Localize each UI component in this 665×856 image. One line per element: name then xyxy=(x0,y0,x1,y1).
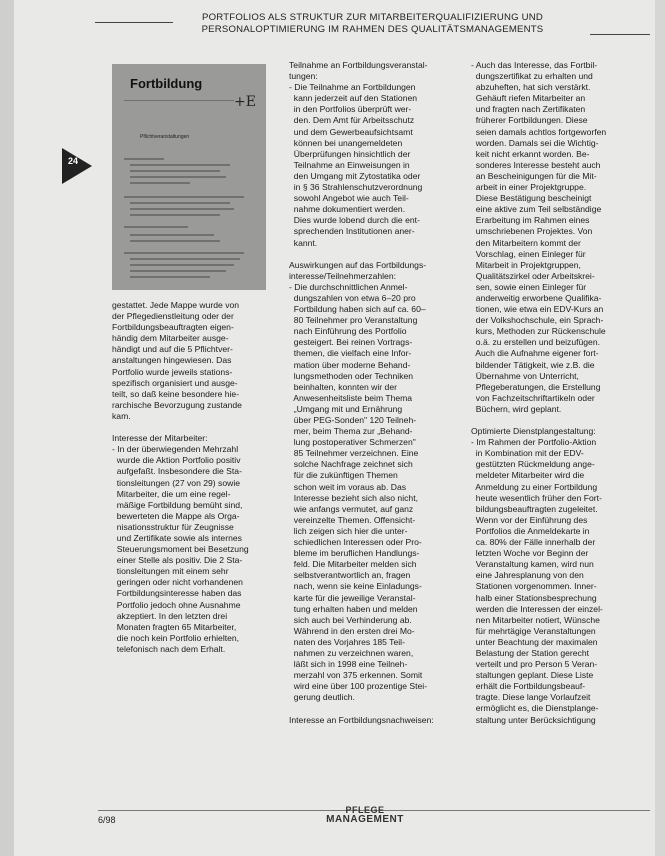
figure-text-line xyxy=(130,264,234,266)
text-line: dungszertifikat zu erhalten und xyxy=(471,71,593,82)
text-line: sprechenden Institutionen aner- xyxy=(289,226,415,237)
text-line: nisationsstruktur für Zeugnisse xyxy=(112,521,234,532)
section-heading: Teilnahme an Fortbildungsveranstal- xyxy=(289,60,428,70)
text-line: den Umgang mit Zytostatika oder xyxy=(289,170,421,181)
text-line: Monaten fragten 65 Mitarbeiter, xyxy=(112,621,237,632)
text-line: selbstverantwortlich an, fragen xyxy=(289,570,411,581)
text-line: und dem Gewerbeaufsichtsamt xyxy=(289,126,413,137)
text-line xyxy=(471,415,647,426)
text-line: Fortbildung haben sich auf ca. 60– xyxy=(289,304,426,315)
text-line: der Volkshochschule, ein Sprach- xyxy=(471,315,604,326)
text-line: Pflegeberatungen, die Erstellung xyxy=(471,381,601,392)
text-line: Portfolios die Anmeldekarte in xyxy=(471,525,590,536)
issue-number: 6/98 xyxy=(98,815,116,825)
section-heading: interesse/Teilnehmerzahlen: xyxy=(289,270,397,281)
text-line: naten des Vorjahres 185 Teil- xyxy=(289,636,405,647)
text-line: sowohl Angebot wie auch Teil- xyxy=(289,193,409,204)
text-line: keit nicht erkannt worden. Be- xyxy=(471,148,590,159)
text-line: anstaltungen hingewiesen. Das xyxy=(112,355,232,366)
text-line: worden. Damals sei die Wichtig- xyxy=(471,137,599,148)
figure-text-line xyxy=(124,196,244,198)
text-line: gerung deutlich. xyxy=(289,692,355,703)
text-line: den Mitarbeitern kommt der xyxy=(471,237,581,248)
text-line: tung erhalten haben und melden xyxy=(289,603,418,614)
text-line: beinhalten, konnten wir der xyxy=(289,381,397,392)
page-shadow-left xyxy=(0,0,14,856)
text-line xyxy=(289,249,461,260)
text-line: staltungen geplant. Diese Liste xyxy=(471,670,594,681)
text-line: wird eine über 100 prozentige Stei- xyxy=(289,681,428,692)
page-number: 24 xyxy=(67,156,78,166)
text-line: Büchern, wird geplant. xyxy=(471,403,562,414)
text-line: dungszahlen von etwa 6–20 pro xyxy=(289,292,416,303)
text-line: Mitarbeit in Projektgruppen, xyxy=(471,259,581,270)
text-line: wie anfangs vermutet, auf ganz xyxy=(289,503,414,514)
text-line: aufgefaßt. Insbesondere die Sta- xyxy=(112,466,242,477)
text-line: können bei unangemeldeten xyxy=(289,137,403,148)
text-line: in Kombination mit der EDV- xyxy=(471,448,584,459)
column-1 xyxy=(112,300,280,655)
text-line: lung postoperativer Schmerzen" xyxy=(289,437,416,448)
logo-line-2: MANAGEMENT xyxy=(326,814,404,825)
section-heading: tungen: xyxy=(289,71,318,82)
text-line: kam. xyxy=(112,410,131,421)
figure-text-line xyxy=(130,276,210,278)
text-line: anderweitig erworbene Qualifika- xyxy=(471,292,602,303)
column-3 xyxy=(471,60,647,726)
text-line: Wenn vor der Einführung des xyxy=(471,514,588,525)
text-line: geringen oder nicht vorhandenen xyxy=(112,577,243,588)
text-line: Mitarbeiter, die um eine regel- xyxy=(112,488,231,499)
text-line: Übernahme von Unterricht, xyxy=(471,370,579,381)
text-line: bewerteten die Mappe als Orga- xyxy=(112,510,240,521)
text-line: werden die Interessen der einzel- xyxy=(471,603,603,614)
text-line: gestützten Rückmeldung ange- xyxy=(471,459,595,470)
text-line: - Im Rahmen der Portfolio-Aktion xyxy=(471,437,597,448)
text-line: Qualitätszirkel oder Arbeitskrei- xyxy=(471,270,595,281)
text-line: tionen, wie etwa ein EDV-Kurs an xyxy=(471,304,604,315)
text-line: Auch die Aufnahme eigener fort- xyxy=(471,348,599,359)
header-rule xyxy=(590,34,650,35)
figure-text-line xyxy=(130,182,190,184)
text-line: sen, sowie einen Einleger für xyxy=(471,281,587,292)
text-line: - Die Teilnahme an Fortbildungen xyxy=(289,82,416,93)
text-line: o.ä. zu erstellen und beizufügen. xyxy=(471,337,600,348)
text-line: - In der überwiegenden Mehrzahl xyxy=(112,444,239,455)
figure-text-line xyxy=(130,202,230,204)
text-line: nach, wenn sie keine Einladungs- xyxy=(289,581,422,592)
figure-logo: +E xyxy=(234,94,256,110)
text-line: umschriebenen Projektes. Von xyxy=(471,226,593,237)
figure-text-line xyxy=(124,158,164,160)
figure-text-line xyxy=(130,234,214,236)
text-line: Dies wurde lobend durch die ent- xyxy=(289,215,420,226)
text-line: Während in den ersten drei Mo- xyxy=(289,625,415,636)
text-line: Erarbeitung im Rahmen eines xyxy=(471,215,590,226)
text-line: über PEG-Sonden" 120 Teilneh- xyxy=(289,415,417,425)
text-line: kurs, Methoden zur Rückenschule xyxy=(471,326,606,337)
text-line: und fragten nach Zertifikaten xyxy=(471,104,586,115)
text-line: gestattet. Jede Mappe wurde von xyxy=(112,300,240,310)
text-line: tionsleitungen (27 von 29) sowie xyxy=(112,477,241,488)
text-line: Steuerungsmoment bei Besetzung xyxy=(112,544,249,555)
text-line: Veranstaltung kamen, wird nun xyxy=(471,559,594,570)
text-line: merzahl von 375 erkennen. Somit xyxy=(289,670,423,681)
text-line: arbeit in einer Projektgruppe. xyxy=(471,182,587,193)
text-line: nen Mitarbeiter notiert, Wünsche xyxy=(471,614,600,625)
text-line: händigt und auf die 5 Pflichtver- xyxy=(112,344,233,355)
figure-text-line xyxy=(130,176,226,178)
text-line: den. Dem Amt für Arbeitsschutz xyxy=(289,115,415,126)
magazine-logo xyxy=(305,806,425,824)
text-line: eine aktive zum Teil selbständige xyxy=(471,204,602,215)
text-line: akzeptiert. In den letzten drei xyxy=(112,610,228,621)
text-line: „Umgang mit und Ernährung xyxy=(289,403,403,414)
text-line: feld. Die Mitarbeiter melden sich xyxy=(289,559,417,570)
text-line: heute wesentlich früher den Fort- xyxy=(471,492,602,503)
text-line: lich zeigen sich hier die unter- xyxy=(289,525,408,536)
header-rule xyxy=(95,22,173,23)
portfolio-figure xyxy=(112,64,266,290)
text-line: ca. 80% der Fälle innerhalb der xyxy=(471,537,596,548)
figure-rule xyxy=(124,100,234,101)
text-line: tragte. Diese lange Vorlaufzeit xyxy=(471,692,591,703)
figure-text-line xyxy=(124,252,244,254)
text-line: - Die durchschnittlichen Anmel- xyxy=(289,281,408,292)
text-line: letzten Woche vor Beginn der xyxy=(471,548,589,559)
text-line: Gehäuft riefen Mitarbeiter an xyxy=(471,93,586,104)
text-line: wurde die Aktion Portfolio positiv xyxy=(112,455,241,466)
text-line: ermöglicht es, die Dienstplange- xyxy=(471,703,599,714)
text-line: - Auch das Interesse, das Fortbil- xyxy=(471,60,598,70)
text-line: nahmen zu verzeichnen waren, xyxy=(289,647,414,658)
text-line: Teilnahme an Einweisungen in xyxy=(289,159,410,170)
text-line: in den Portfolios überprüft wer- xyxy=(289,104,412,115)
text-line: vereinzelte Themen. Offensicht- xyxy=(289,514,416,525)
header-line-1: PORTFOLIOS ALS STRUKTUR ZUR MITARBEITERQUALIFIZIERUNG UND xyxy=(202,12,543,23)
text-line: Belastung der Station gerecht xyxy=(471,647,590,658)
column-2 xyxy=(289,60,461,726)
text-line xyxy=(112,422,280,433)
text-line: themen, die vielfach eine Infor- xyxy=(289,348,412,359)
figure-title: Fortbildung xyxy=(130,76,203,91)
text-line: solche Nachfrage zeichnet sich xyxy=(289,459,413,470)
text-line: Anmeldung zu einer Fortbildung xyxy=(471,481,598,492)
text-line: einer Stelle als positiv. Die 2 Sta- xyxy=(112,555,243,566)
text-line: teilt, so daß keine besondere hie- xyxy=(112,388,240,399)
figure-text-line xyxy=(130,208,234,210)
section-heading: Interesse der Mitarbeiter: xyxy=(112,433,208,444)
page-shadow-right xyxy=(655,0,665,856)
logo-line-1: PFLEGE xyxy=(345,805,385,815)
text-line: mer, beim Thema zur „Behand- xyxy=(289,426,413,437)
text-line: seien damals achtlos fortgeworfen xyxy=(471,126,607,137)
text-line: Überprüfungen hinsichtlich der xyxy=(289,148,411,159)
text-line: Vorschlag, einen Einleger für xyxy=(471,248,586,259)
text-line: abzuheften, hat sich verstärkt. xyxy=(471,82,591,93)
text-line: tionsleitungen mit einem sehr xyxy=(112,566,229,577)
section-heading: Interesse an Fortbildungsnachweisen: xyxy=(289,714,434,725)
text-line: läßt sich in 1998 eine Teilneh- xyxy=(289,659,408,670)
figure-text-line xyxy=(130,170,220,172)
running-header xyxy=(95,12,650,36)
text-line: händig dem Mitarbeiter ausge- xyxy=(112,333,229,344)
header-line-2: PERSONALOPTIMIERUNG IM RAHMEN DES QUALITÄTSMANAGEMENTS xyxy=(201,24,544,35)
text-line: der Pflegedienstleitung oder der xyxy=(112,311,234,322)
text-line: Interesse bezieht sich also nicht, xyxy=(289,492,418,503)
text-line: nach Einführung des Portfolio xyxy=(289,326,407,337)
text-line: bleme im beruflichen Handlungs- xyxy=(289,548,420,559)
figure-subtitle: Pflichtveranstaltungen xyxy=(140,134,190,140)
text-line: eine Jahresplanung von den xyxy=(471,570,584,581)
text-line: Fortbildungsinteresse haben das xyxy=(112,588,242,599)
text-line: staltung unter Berücksichtigung xyxy=(471,714,596,725)
text-line: Diese Bestätigung bescheinigt xyxy=(471,193,592,204)
text-line: früherer Fortbildungen. Diese xyxy=(471,115,588,126)
text-line: meldeter Mitarbeiter wird die xyxy=(471,470,585,481)
text-line: mation über moderne Behand- xyxy=(289,359,411,370)
text-line: kann jederzeit auf den Stationen xyxy=(289,93,418,104)
text-line: von Fachzeitschriftartikeln oder xyxy=(471,392,595,403)
text-line: Portfolio wurde jeweils stations- xyxy=(112,366,233,377)
text-line xyxy=(289,703,461,714)
text-line: spezifisch organisiert und ausge- xyxy=(112,377,238,388)
text-line: Anwesenheitsliste beim Thema xyxy=(289,392,413,403)
text-line: für mehrtägige Veranstaltungen xyxy=(471,625,596,636)
text-line: kannt. xyxy=(289,237,318,248)
text-line: Fortbildungsbeauftragten eigen- xyxy=(112,322,234,333)
text-line: bildender Tätigkeit, wie z.B. die xyxy=(471,359,595,370)
text-line: verteilt und pro Person 5 Veran- xyxy=(471,659,598,670)
text-line: rarchische Bevorzugung zustande xyxy=(112,399,242,410)
text-line: karte für die jeweilige Veranstal- xyxy=(289,592,416,603)
text-line: bildungsbeauftragten zugeleitet. xyxy=(471,503,598,514)
text-line: Stationen vorgenommen. Inner- xyxy=(471,581,597,592)
text-line: in § 36 Strahlenschutzverordnung xyxy=(289,182,423,193)
figure-text-line xyxy=(130,214,220,216)
text-line: schiedlichen Interessen oder Pro- xyxy=(289,537,422,548)
text-line: schon weit im voraus ab. Das xyxy=(289,481,407,492)
figure-text-line xyxy=(130,240,220,242)
page-number-badge xyxy=(62,148,92,184)
text-line: sonderes Interesse besteht auch xyxy=(471,159,601,170)
text-line: sich auch bei Verhinderung ab. xyxy=(289,614,412,625)
figure-text-line xyxy=(130,270,226,272)
text-line: und Zertifikate sowie als internes xyxy=(112,532,242,543)
text-line: lungsmethoden oder Techniken xyxy=(289,370,414,381)
text-line: 80 Teilnehmer pro Veranstaltung xyxy=(289,315,418,326)
text-line: für die zukünftigen Themen xyxy=(289,470,398,481)
figure-text-line xyxy=(130,164,230,166)
text-line: Portfolio jedoch ohne Ausnahme xyxy=(112,599,241,610)
text-line: erhält die Fortbildungsbeauf- xyxy=(471,681,586,692)
text-line: mäßige Fortbildung bemüht sind, xyxy=(112,499,243,510)
section-heading: Optimierte Dienstplangestaltung: xyxy=(471,426,596,437)
text-line: 85 Teilnehmer verzeichnen. Eine xyxy=(289,448,419,459)
figure-text-line xyxy=(124,226,188,228)
figure-text-line xyxy=(130,258,240,260)
section-heading: Auswirkungen auf das Fortbildungs- xyxy=(289,259,427,270)
text-line: telefonisch nach dem Erhalt. xyxy=(112,643,226,654)
text-line: gesteigert. Bei reinen Vortrags- xyxy=(289,337,413,348)
text-line: unter Beachtung der maximalen xyxy=(471,636,598,647)
text-line: an Bescheinigungen für die Mit- xyxy=(471,170,597,181)
text-line: nahme dokumentiert werden. xyxy=(289,204,406,215)
text-line: die noch kein Portfolio erhielten, xyxy=(112,632,240,643)
text-line: halb einer Stationsbesprechung xyxy=(471,592,597,603)
